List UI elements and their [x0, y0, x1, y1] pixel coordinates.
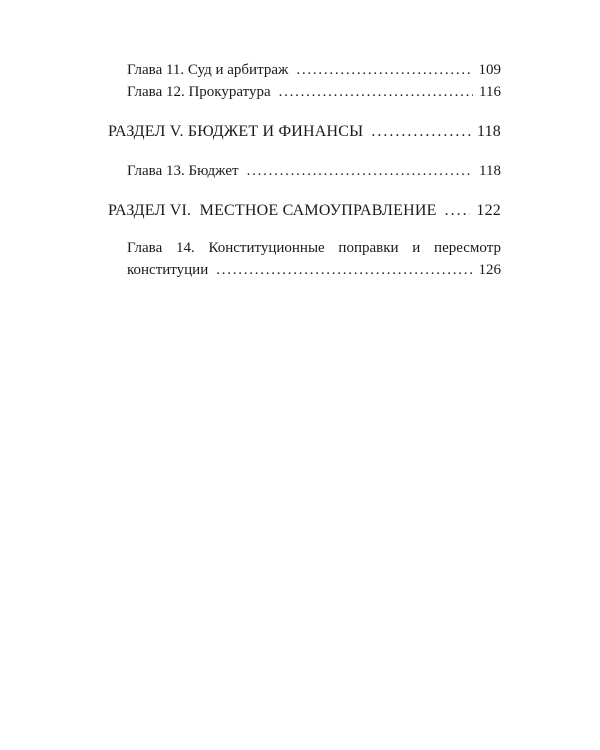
toc-word: 14. — [175, 240, 195, 256]
toc-word: Глава — [127, 240, 163, 256]
leader-dots — [371, 123, 471, 141]
leader-dots — [445, 202, 471, 220]
toc-page-number: 122 — [476, 202, 501, 219]
toc-entry-chapter-11 — [127, 62, 501, 79]
leader-dots — [279, 84, 473, 101]
toc-entry-chapter-14-line-2 — [127, 262, 501, 279]
toc-entry-label: Глава 12. Прокуратура — [127, 84, 271, 100]
leader-dots — [247, 163, 473, 180]
toc-entry-chapter-14-line-1 — [127, 240, 501, 257]
toc-word: и — [412, 240, 421, 256]
leader-dots — [216, 262, 472, 279]
toc-page-number: 118 — [479, 163, 501, 179]
toc-entry-label: конституции — [127, 262, 209, 278]
toc-entry-label: Глава 11. Суд и арбитраж — [127, 62, 289, 78]
toc-page-number: 109 — [478, 62, 501, 78]
toc-page-number: 118 — [476, 123, 501, 140]
toc-entry-section-6 — [108, 202, 501, 220]
toc-entry-chapter-12 — [127, 84, 501, 101]
toc-section-label: РАЗДЕЛ VI. МЕСТНОЕ САМОУПРАВЛЕНИЕ — [108, 202, 437, 219]
toc-word: пересмотр — [434, 240, 501, 256]
toc-page-number: 116 — [479, 84, 501, 100]
toc-entry-section-5 — [108, 123, 501, 141]
toc-section-label: РАЗДЕЛ V. БЮДЖЕТ И ФИНАНСЫ — [108, 123, 364, 140]
leader-dots — [296, 62, 472, 79]
toc-entry-chapter-13 — [127, 163, 501, 180]
toc-word: Конституционные — [208, 240, 325, 256]
toc-entry-label: Глава 13. Бюджет — [127, 163, 239, 179]
toc-word: поправки — [338, 240, 399, 256]
toc-page-number: 126 — [478, 262, 501, 278]
